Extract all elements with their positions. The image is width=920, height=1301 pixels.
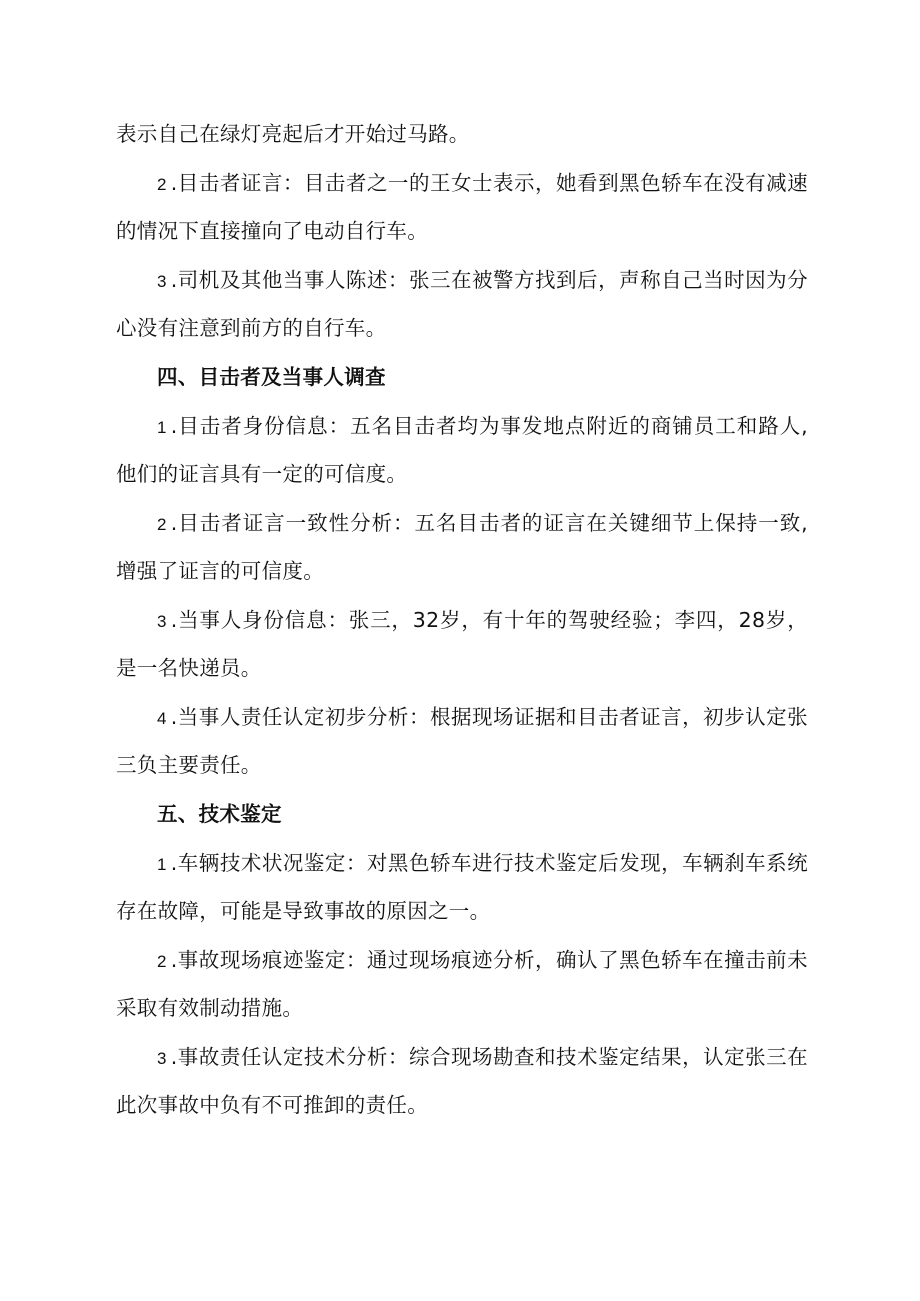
item-text: .司机及其他当事人陈述：张三在被警方找到后，声称自己当时因为分心没有注意到前方的自行车。 <box>116 268 808 340</box>
item-text: .目击者身份信息：五名目击者均为事发地点附近的商铺员工和路人,他们的证言具有一定的可信度。 <box>116 414 808 486</box>
item-number: 4 <box>157 709 167 728</box>
item-text: .当事人身份信息：张三，32岁，有十年的驾驶经验；李四，28岁，是一名快递员。 <box>116 608 808 680</box>
item-number: 2 <box>157 515 167 534</box>
section4-heading: 四、目击者及当事人调查 <box>157 365 386 389</box>
section4-item-4 <box>116 694 808 789</box>
section5-item-2 <box>116 937 808 1032</box>
section3-item-3 <box>116 257 808 352</box>
section4-item-3 <box>116 597 808 692</box>
document-body <box>116 111 808 1131</box>
item-number: 2 <box>157 952 167 971</box>
item-text: .事故现场痕迹鉴定：通过现场痕迹分析，确认了黑色轿车在撞击前未采取有效制动措施。 <box>116 948 808 1020</box>
item-number: 3 <box>157 1049 167 1068</box>
section5-item-3 <box>116 1034 808 1129</box>
section4-item-1 <box>116 403 808 498</box>
item-number: 2 <box>157 175 167 194</box>
item-number: 1 <box>157 855 167 874</box>
item-number: 1 <box>157 418 167 437</box>
lead-paragraph: 表示自己在绿灯亮起后才开始过马路。 <box>116 122 470 146</box>
item-number: 3 <box>157 272 167 291</box>
section5-item-1 <box>116 840 808 935</box>
item-text: .当事人责任认定初步分析：根据现场证据和目击者证言，初步认定张三负主要责任。 <box>116 705 808 777</box>
item-number: 3 <box>157 612 167 631</box>
item-text: .目击者证言：目击者之一的王女士表示，她看到黑色轿车在没有减速的情况下直接撞向了电动自行车。 <box>116 171 808 243</box>
section3-item-2 <box>116 160 808 255</box>
item-text: .事故责任认定技术分析：综合现场勘查和技术鉴定结果，认定张三在此次事故中负有不可推卸的责任。 <box>116 1045 808 1117</box>
item-text: .目击者证言一致性分析：五名目击者的证言在关键细节上保持一致,增强了证言的可信度。 <box>116 511 808 583</box>
section5-heading: 五、技术鉴定 <box>157 802 282 826</box>
item-text: .车辆技术状况鉴定：对黑色轿车进行技术鉴定后发现，车辆刹车系统存在故障，可能是导致事故的原因之一。 <box>116 851 808 923</box>
section4-item-2 <box>116 500 808 595</box>
